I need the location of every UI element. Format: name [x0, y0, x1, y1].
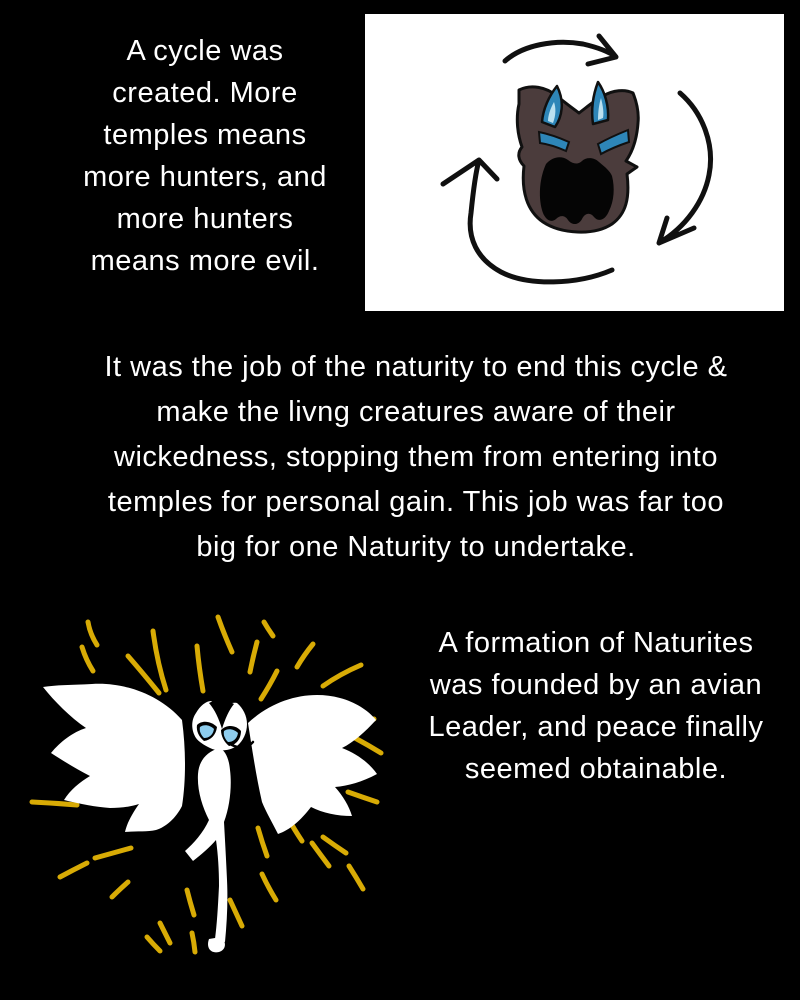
narration-line: A cycle was: [126, 35, 284, 67]
figure-right-wing: [248, 695, 377, 834]
winged-figure: [43, 684, 377, 953]
narration-line: big for one Naturity to undertake.: [196, 531, 636, 563]
narration-line: temples means: [103, 119, 307, 151]
winged-naturity-drawing: [10, 590, 400, 990]
evil-mask-drawing: [517, 82, 638, 232]
narration-naturity-text: [36, 345, 796, 570]
figure-foot: [208, 937, 225, 952]
figure-left-wing: [43, 684, 185, 832]
narration-line: was founded by an avian: [429, 669, 763, 701]
cycle-panel: [365, 14, 784, 311]
mask-mouth: [540, 157, 614, 224]
narration-line: wickedness, stopping them from entering into: [114, 441, 718, 473]
evil-mask-cycle-illustration: [365, 14, 784, 311]
narration-line: Leader, and peace finally: [428, 711, 764, 743]
narration-cycle-text: [25, 30, 385, 282]
naturity-illustration: [10, 590, 400, 990]
narration-line: It was the job of the naturity to end this cycle &: [104, 351, 728, 383]
narration-line: temples for personal gain. This job was far too: [107, 486, 725, 518]
narration-line: created. More: [112, 77, 298, 109]
narration-line: make the livng creatures aware of their: [156, 396, 676, 428]
cycle-arrow-right: [659, 93, 711, 243]
narration-line: seemed obtainable.: [464, 753, 728, 785]
narration-line: more hunters: [116, 203, 294, 235]
narration-line: means more evil.: [90, 245, 320, 277]
narration-line: more hunters, and: [83, 161, 327, 193]
cycle-arrow-top: [505, 36, 616, 64]
narration-line: A formation of Naturites: [438, 627, 754, 659]
narration-formation-text: [401, 622, 791, 790]
